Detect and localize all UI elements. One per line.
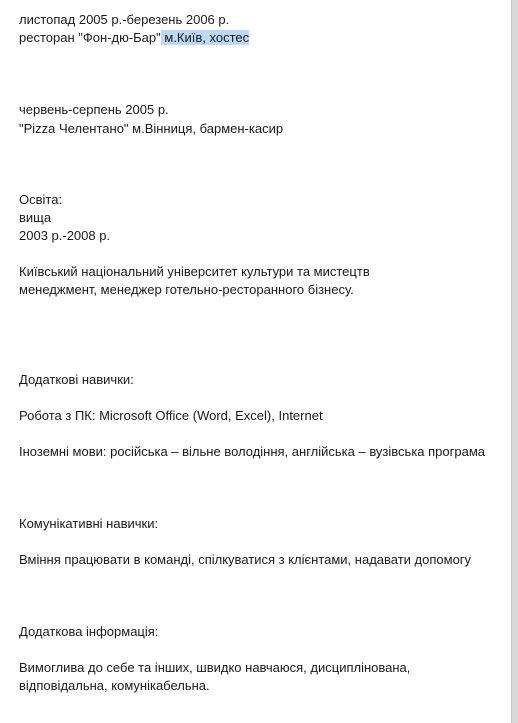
- selected-text-highlight[interactable]: м.Київ, хостес: [160, 30, 250, 45]
- additional-heading: Додаткова інформація:: [19, 624, 159, 639]
- job2-period: червень-серпень 2005 р.: [19, 102, 169, 117]
- skills-heading: Додаткові навички:: [19, 372, 134, 387]
- window-right-edge: [511, 0, 518, 723]
- skills-pc: Робота з ПК: Microsoft Office (Word, Excel), Internet: [19, 408, 323, 423]
- skills-languages: Іноземні мови: російська – вільне володіння, англійська – вузівська програма: [19, 444, 486, 459]
- additional-line1: Вимоглива до себе та інших, швидко навчаюся, дисциплінована,: [19, 660, 411, 675]
- education-level: вища: [19, 210, 52, 225]
- job2-employer: "Pizza Челентано" м.Вінниця, бармен-касир: [19, 121, 284, 136]
- education-specialty: менеджмент, менеджер готельно-ресторанного бізнесу.: [19, 282, 354, 297]
- communication-heading: Комунікативні навички:: [19, 516, 159, 531]
- job1-period: листопад 2005 р.-березень 2006 р.: [19, 12, 230, 27]
- education-institution: Київський національний університет культури та мистецтв: [19, 264, 370, 279]
- education-years: 2003 р.-2008 р.: [19, 228, 111, 243]
- education-heading: Освіта:: [19, 192, 63, 207]
- additional-line2: відповідальна, комунікабельна.: [19, 678, 210, 693]
- job1-employer-text: ресторан "Фон-дю-Бар": [19, 30, 161, 45]
- communication-text: Вміння працювати в команді, спілкуватися з клієнтами, надавати допомогу: [19, 552, 472, 567]
- job1-employer: [19, 30, 249, 46]
